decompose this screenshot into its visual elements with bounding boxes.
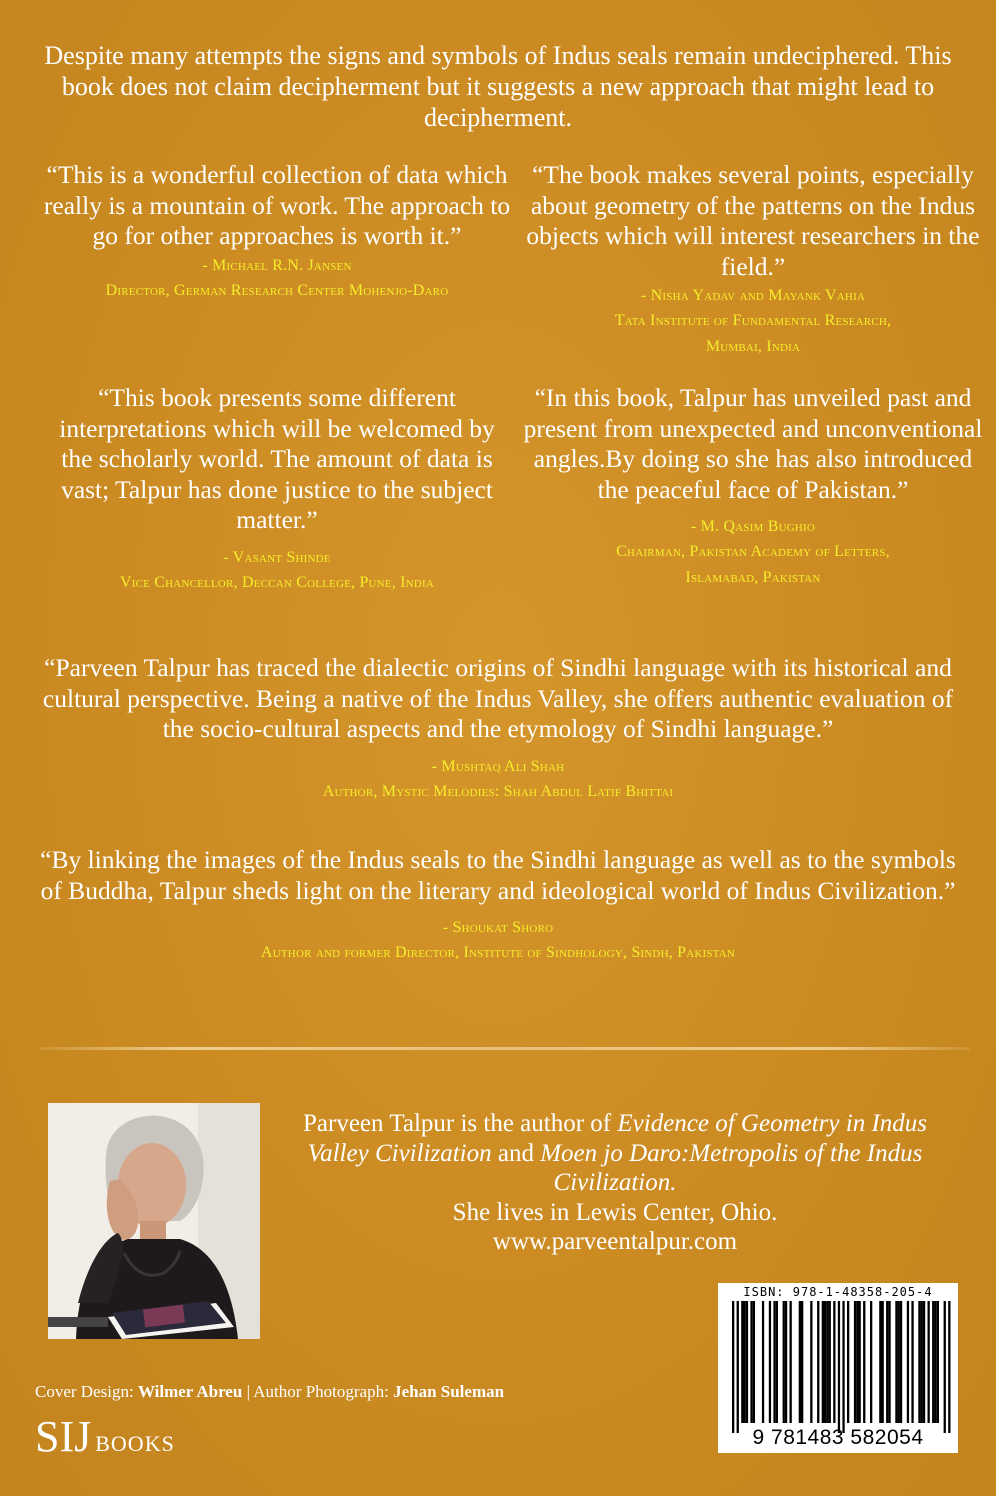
- review-attribution: [518, 513, 988, 592]
- review-quote: “By linking the images of the Indus seals to the Sindhi language as well as to the symbols of Buddha, Talpur sheds light on the literary and ideological world of Indus Civilization.”: [40, 845, 956, 905]
- book-title-geometry: Evidence of Geometry in Indus Valley Civilization: [307, 1110, 927, 1167]
- reviewer-title: Director, German Research Center Mohenjo-Daro: [105, 281, 449, 299]
- bio-and: and: [491, 1139, 541, 1167]
- barcode-bar: [773, 1301, 775, 1423]
- review-attribution: [518, 282, 988, 361]
- barcode-bar: [944, 1301, 946, 1433]
- barcode-bar: [847, 1301, 849, 1423]
- publisher-logo: [35, 1412, 175, 1462]
- barcode-bar: [744, 1301, 746, 1423]
- barcode-bar: [895, 1301, 897, 1423]
- barcode-bar: [753, 1301, 755, 1423]
- barcode-bar: [854, 1301, 856, 1423]
- isbn-barcode: [718, 1283, 958, 1453]
- review-attribution: [42, 544, 512, 597]
- intro-text: Despite many attempts the signs and symbols of Indus seals remain undeciphered. This book does not claim decipherment but it suggests a new approach that might lead to decipherment.: [44, 41, 952, 132]
- publisher-word: BOOKS: [95, 1431, 175, 1456]
- review-yadav-vahia: [518, 160, 988, 361]
- reviewer-name: - Michael R.N. Jansen: [202, 256, 352, 274]
- review-quote: “This is a wonderful collection of data which really is a mountain of work. The approach to go for other approaches is worth it.”: [43, 160, 511, 250]
- reviewer-title: Chairman, Pakistan Academy of Letters,: [616, 543, 890, 560]
- barcode-bar: [762, 1301, 764, 1423]
- author-website[interactable]: www.parveentalpur.com: [492, 1228, 738, 1255]
- barcode-bar: [888, 1301, 890, 1423]
- credit-separator: |: [242, 1382, 254, 1401]
- review-attribution: [30, 914, 966, 967]
- barcode-bar: [934, 1301, 936, 1423]
- barcode-bar: [882, 1301, 884, 1423]
- reviewer-name: - Mushtaq Ali Shah: [431, 757, 565, 775]
- barcode-bar: [783, 1301, 785, 1423]
- barcode-bar: [750, 1301, 752, 1423]
- section-divider: [40, 1047, 970, 1050]
- author-location: She lives in Lewis Center, Ohio.: [452, 1198, 778, 1226]
- barcode-bar: [824, 1301, 826, 1423]
- barcode-bar: [928, 1301, 930, 1423]
- review-shoro: [30, 845, 966, 967]
- barcode-bar: [833, 1301, 835, 1423]
- barcode-bar: [838, 1301, 840, 1433]
- reviewer-title: Author, Mystic Melodies: Shah Abdul Latif Bhittai: [322, 782, 674, 800]
- barcode-bar: [911, 1301, 913, 1423]
- review-jansen: [42, 160, 512, 305]
- barcode-bar: [799, 1301, 801, 1423]
- publisher-mark: SIJ: [35, 1412, 92, 1461]
- barcode-bar: [870, 1301, 872, 1423]
- reviewer-title: Islamabad, Pakistan: [685, 569, 821, 586]
- barcode-bar: [859, 1301, 861, 1423]
- isbn-digits: 9 781483 582054: [752, 1426, 924, 1449]
- barcode-bar: [937, 1301, 939, 1423]
- designer-name: Wilmer Abreu: [137, 1382, 243, 1401]
- barcode-bar: [948, 1301, 950, 1433]
- barcode-bar: [886, 1301, 888, 1423]
- book-title-moen-jo-daro: Moen jo Daro:Metropolis of the Indus Civilization.: [540, 1139, 923, 1196]
- reviewer-name: - M. Qasim Bughio: [690, 518, 816, 535]
- barcode-bar: [879, 1301, 881, 1423]
- review-shinde: [42, 383, 512, 597]
- barcode-bar: [863, 1301, 865, 1423]
- cover-credits: [35, 1382, 504, 1402]
- barcode-bar: [923, 1301, 925, 1423]
- reviewer-title: Tata Institute of Fundamental Research,: [614, 312, 892, 329]
- photo-label: Author Photograph:: [253, 1382, 394, 1401]
- barcode-bar: [932, 1301, 934, 1423]
- barcode-bar: [741, 1301, 743, 1423]
- barcode-bar: [769, 1301, 771, 1423]
- review-quote: “Parveen Talpur has traced the dialectic origins of Sindhi language with its historical and cultural perspective. Being a native of the Indus Valley, she offers authentic evaluation of the socio-cultural aspects and the etymology of Sindhi language.”: [42, 653, 954, 743]
- barcode-bar: [810, 1301, 812, 1423]
- isbn-label: ISBN: 978-1-48358-205-4: [743, 1285, 933, 1299]
- barcode-bar: [826, 1301, 828, 1423]
- barcode-bar: [829, 1301, 831, 1423]
- barcode-bar: [856, 1301, 858, 1423]
- design-label: Cover Design:: [35, 1382, 138, 1401]
- reviewer-title: Mumbai, India: [705, 338, 801, 355]
- review-quote: “The book makes several points, especially about geometry of the patterns on the Indus objects which will interest researchers in the field.”: [526, 160, 980, 281]
- barcode-bar: [907, 1301, 909, 1423]
- barcode-bar: [918, 1301, 920, 1423]
- barcode-bar: [746, 1301, 748, 1423]
- bio-prefix: Parveen Talpur is the author of: [303, 1110, 618, 1137]
- barcode-bar: [900, 1301, 902, 1423]
- barcode-bar: [732, 1301, 734, 1433]
- review-quote: “In this book, Talpur has unveiled past and present from unexpected and unconventional angles.By doing so she has also introduced the peaceful face of Pakistan.”: [523, 383, 983, 504]
- barcode-bar: [801, 1301, 803, 1423]
- barcode-bar: [822, 1301, 824, 1423]
- barcode-bar: [842, 1301, 844, 1433]
- photographer-name: Jehan Suleman: [393, 1382, 505, 1401]
- barcode-bar: [790, 1301, 792, 1423]
- reviewer-name: - Vasant Shinde: [223, 548, 331, 566]
- review-quote: “This book presents some different interpretations which will be welcomed by the scholarly world. The amount of data is vast; Talpur has done justice to the subject matter.”: [59, 383, 495, 534]
- reviewer-name: - Shoukat Shoro: [442, 919, 554, 936]
- review-attribution: [30, 753, 966, 806]
- reviewer-title: Vice Chancellor, Deccan College, Pune, India: [120, 573, 434, 591]
- barcode-bar: [921, 1301, 923, 1423]
- review-bughio: [518, 383, 988, 592]
- author-books: [270, 1109, 960, 1198]
- barcode-bar: [737, 1301, 739, 1433]
- reviewer-name: - Nisha Yadav and Mayank Vahia: [640, 287, 866, 304]
- author-photo: [48, 1103, 260, 1339]
- barcode-bar: [817, 1301, 819, 1423]
- barcode-bar: [776, 1301, 778, 1423]
- review-attribution: [42, 252, 512, 305]
- reviewer-title: Author and former Director, Institute of Sindhology, Sindh, Pakistan: [260, 944, 736, 961]
- author-bio: [270, 1109, 960, 1257]
- barcode-bar: [785, 1301, 787, 1423]
- barcode-bar: [898, 1301, 900, 1423]
- review-shah: [30, 653, 966, 806]
